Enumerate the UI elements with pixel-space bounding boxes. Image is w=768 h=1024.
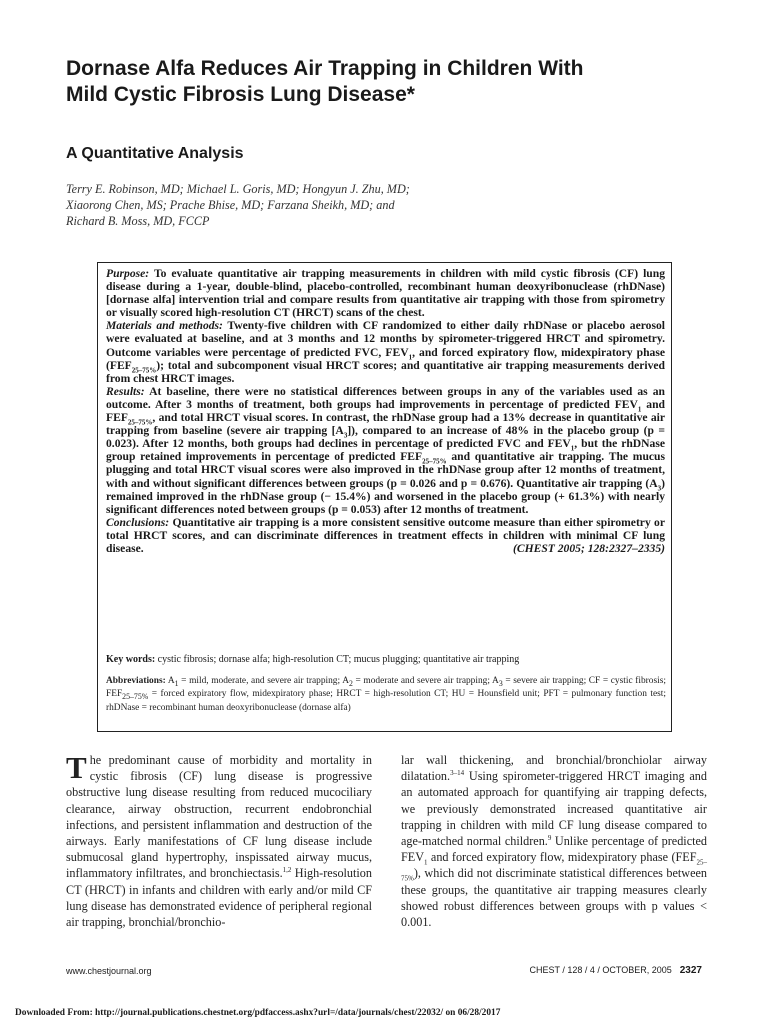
article-subtitle: A Quantitative Analysis (66, 145, 244, 162)
subscript: 25–75% (122, 692, 149, 702)
results-text: and FEF (106, 397, 665, 425)
methods-text: ); total and subcomponent visual HRCT scores; and quantitative air trapping measurements derived from chest HRCT images. (106, 358, 665, 385)
abbrev-text: = severe air trapping; CF = cystic fibrosis; FEF (106, 676, 666, 700)
methods-text: , and forced expiratory flow, midexpiratory phase (FEF (106, 345, 665, 372)
abstract-methods (106, 319, 665, 384)
results-text: ]), compared to an increase of 48% in the placebo group (p = 0.023). After 12 months, both groups had declines in percentage of predicted FVC and FEV (106, 424, 665, 451)
abbrev-text: = moderate and severe air trapping; A (352, 676, 499, 686)
body-text: and forced expiratory flow, midexpiratory phase (FEF (427, 850, 697, 865)
author-line-3: Richard B. Moss, MD, FCCP (66, 214, 210, 228)
article-title: Dornase Alfa Reduces Air Trapping in Children With Mild Cystic Fibrosis Lung Disease* (66, 57, 584, 106)
footer-journal-url[interactable]: www.chestjournal.org (66, 966, 152, 976)
abbrev-text: = forced expiratory flow, midexpiratory phase; HRCT = high-resolution CT; HU = Hounsfield unit; PFT = pulmonary function test; rhDNase = recombinant human deoxyribonuclease (dornase alfa) (106, 689, 666, 713)
body-column-right (401, 752, 707, 930)
citation: (CHEST 2005; 128:2327–2335) (512, 541, 665, 555)
abstract-conclusions (106, 516, 665, 555)
abbreviations (106, 676, 666, 714)
key-words-text: cystic fibrosis; dornase alfa; high-resolution CT; mucus plugging; quantitative air trapping (157, 654, 520, 665)
abbrev-text: A (167, 676, 175, 686)
key-words-label: Key words: (106, 654, 156, 665)
purpose-text: To evaluate quantitative air trapping measurements in children with mild cystic fibrosis (CF) lung disease during a 1-year, double-blind, placebo-controlled, recombinant human deoxyribonuclease (rhDNase) [dornase alfa] intervention trial and compare results from quantitative air trapping with those from spirometry or visually scored high-resolution CT (HRCT) scans of the chest. (106, 267, 665, 320)
abstract-results (106, 385, 665, 516)
subscript: 1 (637, 405, 642, 414)
body-text: Using spirometer-triggered HRCT imaging and an automated approach for quantifying air trapping defects, we previously demonstrated increased quantitative air trapping in children with mild CF lung disease compared to age-matched normal children. (401, 769, 707, 849)
subscript: 1 (174, 678, 179, 688)
methods-text: Twenty-five children with CF randomized to either daily rhDNase or placebo aerosol were evaluated at baseline, and at 3 months and 12 months by spirometer-triggered HRCT and spirometry. Outcome variables were percentage of predicted FVC, FEV (106, 319, 665, 359)
subscript: 1 (424, 858, 428, 867)
author-line-2: Xiaorong Chen, MS; Prache Bhise, MD; Farzana Sheikh, MD; and (66, 198, 395, 212)
subscript: 1 (408, 352, 413, 361)
methods-label: Materials and methods: (106, 319, 223, 333)
author-line-1: Terry E. Robinson, MD; Michael L. Goris, MD; Hongyun J. Zhu, MD; (66, 182, 410, 196)
abstract-purpose (106, 267, 665, 319)
body-text: High-resolution CT (HRCT) in infants and children with early and/or mild CF lung disease has demonstrated evidence of peripheral regional air trapping, bronchial/bronchio- (66, 866, 372, 930)
results-text: , and total HRCT visual scores. In contrast, the rhDNase group had a 13% decrease in quantitative air trapping from baseline (severe air trapping [A (106, 411, 665, 438)
results-text: and quantitative air trapping. The mucus plugging and total HRCT visual scores were also improved in the rhDNase group after 12 months of treatment, with and without significant differences between groups (p = 0.026 and p = 0.676). Quantitative air trapping (A (106, 450, 665, 490)
results-text: , but the rhDNase group retained improvements in percentage of predicted FEF (106, 437, 665, 464)
purpose-label: Purpose: (106, 267, 150, 280)
reference-superscript: 3–14 (450, 769, 465, 778)
abstract-box (97, 262, 672, 732)
download-notice: Downloaded From: http://journal.publications.chestnet.org/pdfaccess.ashx?url=/data/journals/chest/22032/ on 06/28/2017 (15, 1008, 501, 1018)
subscript: 25–75% (127, 418, 153, 427)
author-list (66, 181, 586, 229)
page-number: 2327 (679, 965, 702, 976)
drop-cap: T (66, 750, 87, 785)
results-text: At baseline, there were no statistical differences between groups in any of the variables used as an outcome. After 3 months of treatment, both groups had improvements in percentage of predicted FEV (106, 384, 665, 411)
results-label: Results: (106, 384, 145, 398)
subscript: 3 (343, 431, 348, 440)
body-text: ), which did not discriminate statistical differences between these groups, the quantitative air trapping measures clearly showed robust differences between groups with p values < 0.001. (401, 866, 707, 930)
footer-journal-info (530, 965, 702, 976)
body-text: lar wall thickening, and bronchial/bronchiolar airway dilatation. (401, 753, 707, 784)
key-words (106, 654, 666, 666)
subscript: 3 (498, 678, 503, 688)
abbrev-text: = mild, moderate, and severe air trapping; A (178, 676, 349, 686)
reference-superscript: 1,2 (282, 866, 292, 875)
reference-superscript: 9 (547, 833, 552, 842)
body-column-left (66, 752, 372, 930)
subscript: 25–75% (131, 365, 157, 374)
subscript: 3 (657, 483, 662, 492)
conclusions-label: Conclusions: (106, 515, 170, 529)
conclusions-text: Quantitative air trapping is a more consistent sensitive outcome measure than either spirometry or total HRCT scores, and can discriminate differences in treatment effects in children with minimal CF lung disease. (106, 515, 665, 555)
abbreviations-label: Abbreviations: (106, 676, 166, 686)
body-text: Unlike percentage of predicted FEV (401, 834, 707, 865)
results-text: ) remained improved in the rhDNase group (− 15.4%) and worsened in the placebo group (+ 61.3%) with nearly significant differences noted between groups (p = 0.053) after 12 months of treatment. (106, 476, 665, 516)
footer-journal-issue: CHEST / 128 / 4 / OCTOBER, 2005 (529, 965, 672, 975)
subscript: 1 (570, 444, 575, 453)
subscript: 25–75% (422, 457, 447, 466)
subscript: 2 (348, 678, 353, 688)
subscript: 25–75% (401, 858, 707, 883)
body-text: he predominant cause of morbidity and mortality in cystic fibrosis (CF) lung disease is progressive obstructive lung disease resulting from reduced mucociliary clearance, airway obstruction, recurrent endobronchial infections, and persistent inflammation and destruction of the airways. Early manifestations of CF lung disease include submucosal gland hypertrophy, inspissated airway mucus, inflammatory infiltrates, and bronchiectasis. (66, 753, 372, 881)
